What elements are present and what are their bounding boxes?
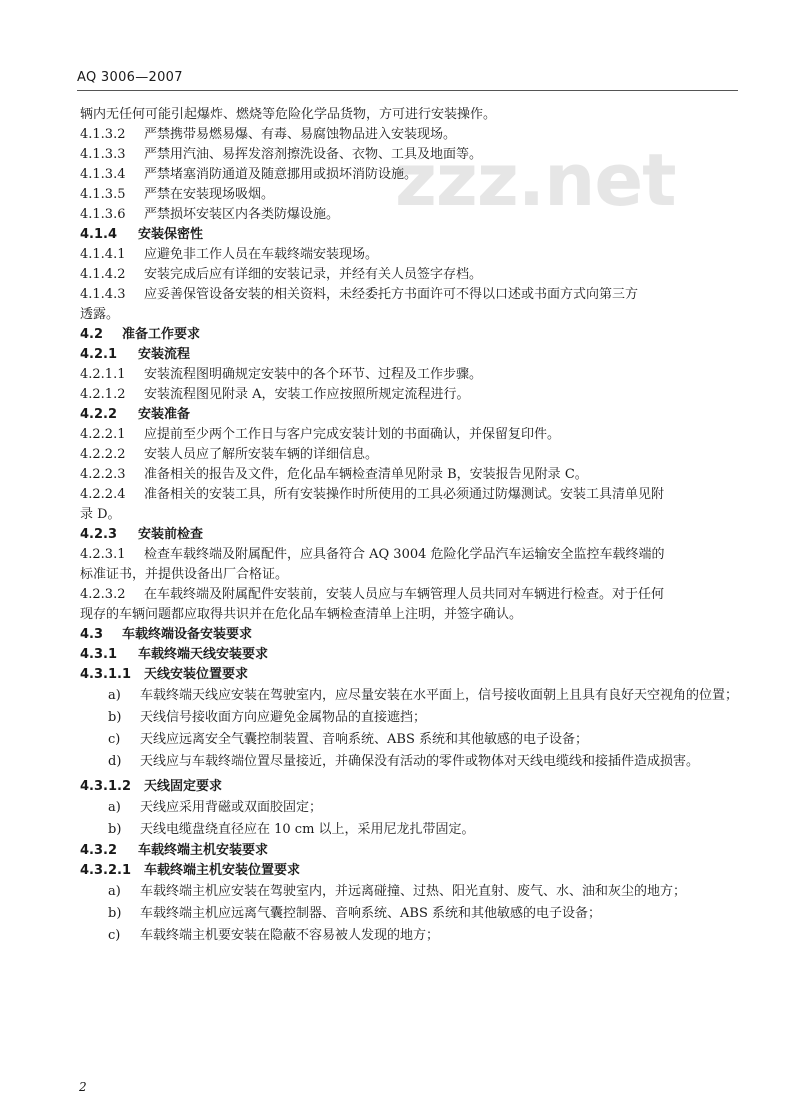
document-body [80, 105, 740, 947]
clause-number: 4.3.1 [80, 647, 118, 662]
section-heading [80, 345, 740, 365]
list-item [80, 751, 740, 773]
clause-text: 车载终端主机安装要求 [138, 843, 269, 858]
list-item-marker: a) [108, 688, 121, 703]
clause-line [80, 365, 740, 385]
clause-line [80, 145, 740, 165]
clause-number: 4.2.1.1 [80, 367, 126, 382]
clause-number: 4.2.3 [80, 527, 118, 542]
clause-line [80, 265, 740, 285]
list-item-marker: b) [108, 710, 122, 725]
list-item-text: 天线应与车载终端位置尽量接近，并确保没有活动的零件或物体对天线电缆线和接插件造成损害。 [140, 754, 700, 769]
clause-text: 安装人员应了解所安装车辆的详细信息。 [144, 447, 379, 462]
clause-line [80, 425, 740, 445]
clause-line [80, 245, 740, 265]
clause-text: 透露。 [80, 307, 120, 322]
clause-line [80, 605, 740, 625]
antenna-fixing-list [80, 797, 740, 841]
clause-text: 检查车载终端及附属配件，应具备符合 AQ 3004 危险化学品汽车运输安全监控车载终端的 [144, 547, 665, 562]
clause-line [80, 545, 740, 565]
clause-text: 安装流程图见附录 A，安装工作应按照所规定流程进行。 [144, 387, 470, 402]
clause-text: 安装保密性 [138, 227, 204, 242]
clause-text: 安装准备 [138, 407, 191, 422]
watermark: zzz.net [395, 138, 676, 222]
list-item [80, 925, 740, 947]
list-item-text: 天线信号接收面方向应避免金属物品的直接遮挡； [140, 710, 427, 725]
clause-text: 安装流程 [138, 347, 191, 362]
clause-line [80, 505, 740, 525]
clause-text: 安装前检查 [138, 527, 204, 542]
clause-line [80, 185, 740, 205]
list-item [80, 707, 740, 729]
section-heading [80, 841, 740, 861]
clause-line [80, 585, 740, 605]
clause-number: 4.1.3.6 [80, 207, 126, 222]
clause-number: 4.2.3.2 [80, 587, 126, 602]
clause-number: 4.1.3.2 [80, 127, 126, 142]
clause-text: 严禁堵塞消防通道及随意挪用或损坏消防设施。 [144, 167, 418, 182]
section-heading [80, 665, 740, 685]
list-item-text: 天线电缆盘绕直径应在 10 cm 以上，采用尼龙扎带固定。 [140, 822, 475, 837]
clause-number: 4.2.2.3 [80, 467, 126, 482]
clause-text: 标准证书，并提供设备出厂合格证。 [80, 567, 289, 582]
clause-text: 应提前至少两个工作日与客户完成安装计划的书面确认，并保留复印件。 [144, 427, 561, 442]
clause-line [80, 305, 740, 325]
clause-number: 4.1.4 [80, 227, 118, 242]
antenna-position-list [80, 685, 740, 773]
clause-text: 准备相关的报告及文件，危化品车辆检查清单见附录 B，安装报告见附录 C。 [144, 467, 588, 482]
section-heading [80, 325, 740, 345]
clause-number: 4.2.2.1 [80, 427, 126, 442]
clause-number: 4.2.1.2 [80, 387, 126, 402]
clause-number: 4.2.3.1 [80, 547, 126, 562]
list-item-marker: b) [108, 906, 122, 921]
clause-line [80, 125, 740, 145]
clause-line [80, 165, 740, 185]
list-item [80, 819, 740, 841]
clause-number: 4.2.1 [80, 347, 118, 362]
clause-number: 4.1.4.1 [80, 247, 126, 262]
list-item-text: 车载终端主机应远离气囊控制器、音响系统、ABS 系统和其他敏感的电子设备； [140, 906, 601, 921]
clause-text: 天线安装位置要求 [144, 667, 249, 682]
list-item-text: 车载终端主机应安装在驾驶室内，并远离碰撞、过热、阳光直射、废气、水、油和灰尘的地方； [140, 884, 687, 899]
clause-text: 应妥善保管设备安装的相关资料，未经委托方书面许可不得以口述或书面方式向第三方 [144, 287, 639, 302]
clause-number: 4.2.2.4 [80, 487, 126, 502]
clause-list [80, 105, 740, 685]
section-heading [80, 625, 740, 645]
clause-number: 4.1.3.3 [80, 147, 126, 162]
clause-text: 现存的车辆问题都应取得共识并在危化品车辆检查清单上注明，并签字确认。 [80, 607, 523, 622]
clause-line [80, 485, 740, 505]
clause-number: 4.1.4.3 [80, 287, 126, 302]
clause-number: 4.1.4.2 [80, 267, 126, 282]
clause-number: 4.3.1.2 [80, 779, 131, 794]
section-heading [80, 777, 740, 797]
list-item-text: 车载终端主机要安装在隐蔽不容易被人发现的地方； [140, 928, 440, 943]
host-position-list [80, 881, 740, 947]
clause-number: 4.2 [80, 327, 104, 342]
clause-text: 车载终端主机安装位置要求 [144, 863, 301, 878]
list-item [80, 685, 740, 707]
clause-line [80, 445, 740, 465]
list-item-marker: a) [108, 884, 121, 899]
document-code-header: AQ 3006—2007 [77, 70, 183, 85]
header-rule [77, 90, 738, 91]
list-item [80, 903, 740, 925]
clause-number: 4.2.2 [80, 407, 118, 422]
clause-text: 辆内无任何可能引起爆炸、燃烧等危险化学品货物，方可进行安装操作。 [80, 107, 497, 122]
clause-text: 录 D。 [80, 507, 121, 522]
section-heading [80, 861, 740, 881]
clause-text: 车载终端设备安装要求 [122, 627, 253, 642]
clause-number: 4.1.3.5 [80, 187, 126, 202]
section-heading [80, 645, 740, 665]
clause-line [80, 105, 740, 125]
clause-text: 严禁用汽油、易挥发溶剂擦洗设备、衣物、工具及地面等。 [144, 147, 483, 162]
clause-number: 4.3 [80, 627, 104, 642]
section-heading [80, 525, 740, 545]
clause-line [80, 285, 740, 305]
list-item [80, 729, 740, 751]
section-heading [80, 405, 740, 425]
list-item-marker: c) [108, 928, 121, 943]
clause-number: 4.2.2.2 [80, 447, 126, 462]
clause-text: 安装完成后应有详细的安装记录，并经有关人员签字存档。 [144, 267, 483, 282]
clause-text: 严禁携带易燃易爆、有毒、易腐蚀物品进入安装现场。 [144, 127, 457, 142]
clause-number: 4.3.2 [80, 843, 118, 858]
list-item [80, 797, 740, 819]
clause-text: 准备工作要求 [122, 327, 201, 342]
section-heading [80, 225, 740, 245]
clause-text: 车载终端天线安装要求 [138, 647, 269, 662]
clause-text: 准备相关的安装工具，所有安装操作时所使用的工具必须通过防爆测试。安装工具清单见附 [144, 487, 665, 502]
clause-text: 严禁在安装现场吸烟。 [144, 187, 275, 202]
clause-line [80, 565, 740, 585]
list-item-marker: d) [108, 754, 122, 769]
list-item-marker: a) [108, 800, 121, 815]
page-number: 2 [79, 1080, 87, 1094]
clause-text: 安装流程图明确规定安装中的各个环节、过程及工作步骤。 [144, 367, 483, 382]
clause-number: 4.3.2.1 [80, 863, 131, 878]
list-item-text: 天线应远离安全气囊控制装置、音响系统、ABS 系统和其他敏感的电子设备； [140, 732, 588, 747]
list-item-marker: c) [108, 732, 121, 747]
clause-line [80, 465, 740, 485]
list-item-marker: b) [108, 822, 122, 837]
clause-text: 严禁损坏安装区内各类防爆设施。 [144, 207, 340, 222]
clause-number: 4.1.3.4 [80, 167, 126, 182]
clause-text: 应避免非工作人员在车载终端安装现场。 [144, 247, 379, 262]
list-item-text: 天线应采用背磁或双面胶固定； [140, 800, 323, 815]
clause-text: 天线固定要求 [144, 779, 223, 794]
list-item-text: 车载终端天线应安装在驾驶室内，应尽量安装在水平面上，信号接收面朝上且具有良好天空视角的位置； [140, 688, 739, 703]
clause-text: 在车载终端及附属配件安装前，安装人员应与车辆管理人员共同对车辆进行检查。对于任何 [144, 587, 665, 602]
list-item [80, 881, 740, 903]
clause-line [80, 205, 740, 225]
clause-line [80, 385, 740, 405]
clause-number: 4.3.1.1 [80, 667, 131, 682]
